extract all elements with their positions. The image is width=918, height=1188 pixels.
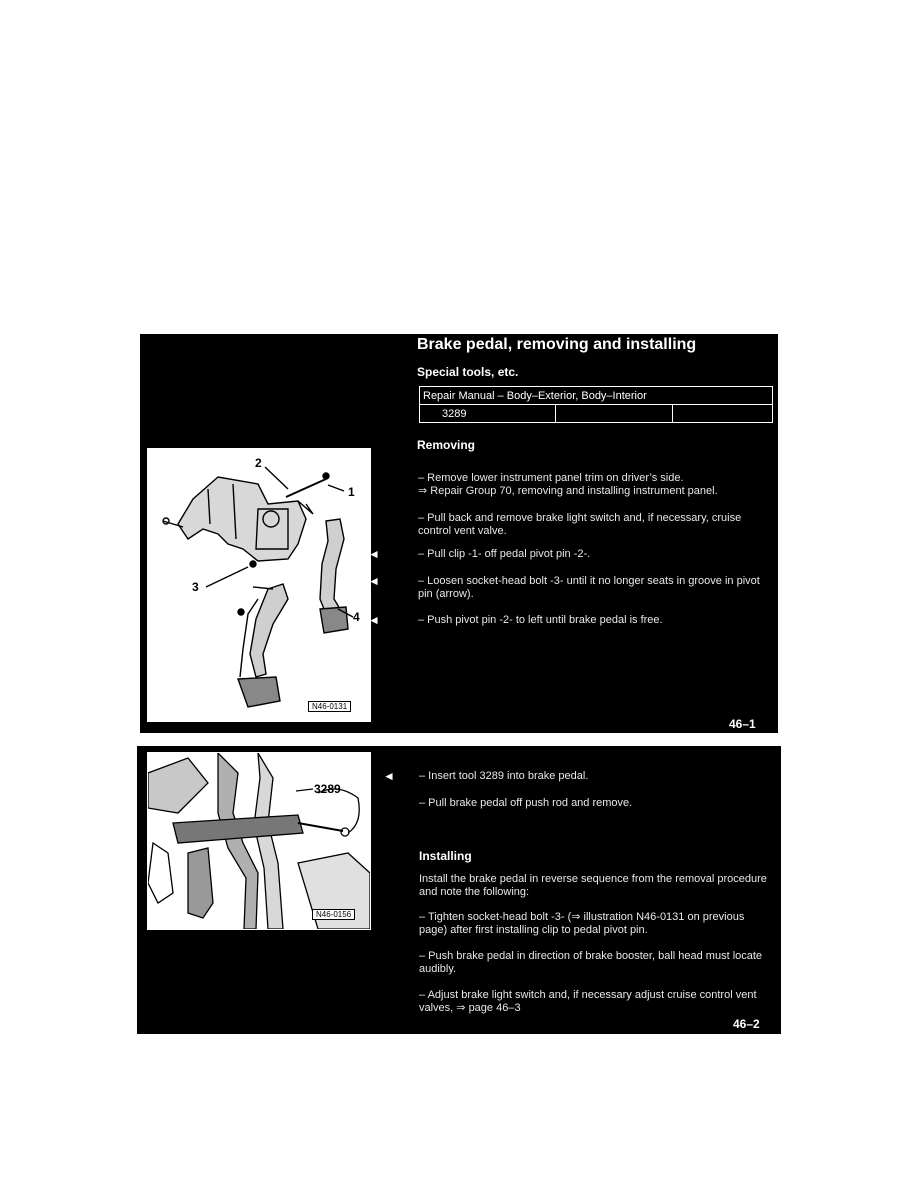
manual-page-46-1 — [140, 334, 778, 733]
callout-4: 4 — [353, 610, 360, 624]
brake-pedal-assembly-drawing — [148, 449, 370, 721]
removing-heading: Removing — [417, 438, 476, 452]
tools-table-manual-cell: Repair Manual – Body–Exterior, Body–Interior — [420, 387, 773, 405]
step-arrow-icon: ◄ — [383, 769, 395, 783]
step-arrow-icon: ◄ — [368, 547, 380, 561]
step-insert-tool: – Insert tool 3289 into brake pedal. — [419, 770, 589, 782]
page-number: 46–1 — [729, 717, 756, 731]
step-pull-clip: – Pull clip -1- off pedal pivot pin -2-. — [418, 548, 591, 560]
step-loosen-bolt: – Loosen socket-head bolt -3- until it no longer seats in groove in pivot pin (arrow). — [418, 575, 760, 600]
tools-table-tool-cell: 3289 — [420, 405, 556, 423]
tools-table-empty-cell — [556, 405, 673, 423]
callout-1: 1 — [348, 485, 355, 499]
illustration-ref-label: N46-0156 — [312, 909, 355, 920]
step-arrow-icon: ◄ — [368, 574, 380, 588]
brake-pedal-illustration — [147, 448, 371, 722]
installing-heading: Installing — [419, 849, 472, 863]
callout-3: 3 — [192, 580, 199, 594]
step-pull-pedal-off: – Pull brake pedal off push rod and remove. — [419, 797, 633, 809]
callout-2: 2 — [255, 456, 262, 470]
pedal-tool-illustration — [147, 752, 371, 930]
page-title: Brake pedal, removing and installing — [417, 336, 697, 353]
step-remove-trim: – Remove lower instrument panel trim on driver’s side. — [418, 472, 684, 484]
manual-page-46-2 — [137, 746, 781, 1034]
installing-intro: Install the brake pedal in reverse sequence from the removal procedure and note the following: — [419, 873, 767, 898]
illustration-ref-label: N46-0131 — [308, 701, 351, 712]
step-remove-switch: – Pull back and remove brake light switch and, if necessary, cruise control vent valve. — [418, 512, 742, 537]
step-push-pedal: – Push brake pedal in direction of brake booster, ball head must locate audibly. — [419, 950, 763, 975]
step-push-pivot-pin: – Push pivot pin -2- to left until brake pedal is free. — [418, 614, 663, 626]
step-arrow-icon: ◄ — [368, 613, 380, 627]
tool-3289-drawing — [148, 753, 370, 929]
page-number: 46–2 — [733, 1017, 760, 1031]
callout-3289: 3289 — [314, 782, 341, 796]
special-tools-table — [419, 386, 773, 423]
tools-table-empty-cell — [673, 405, 773, 423]
step-tighten-bolt: – Tighten socket-head bolt -3- (⇒ illustration N46-0131 on previous page) after first installing clip to pedal pivot pin. — [419, 911, 745, 936]
special-tools-heading: Special tools, etc. — [417, 365, 519, 379]
step-repair-group-ref: ⇒ Repair Group 70, removing and installing instrument panel. — [418, 485, 718, 497]
step-adjust-switch: – Adjust brake light switch and, if necessary adjust cruise control vent valves, ⇒ page 46–3 — [419, 989, 757, 1014]
